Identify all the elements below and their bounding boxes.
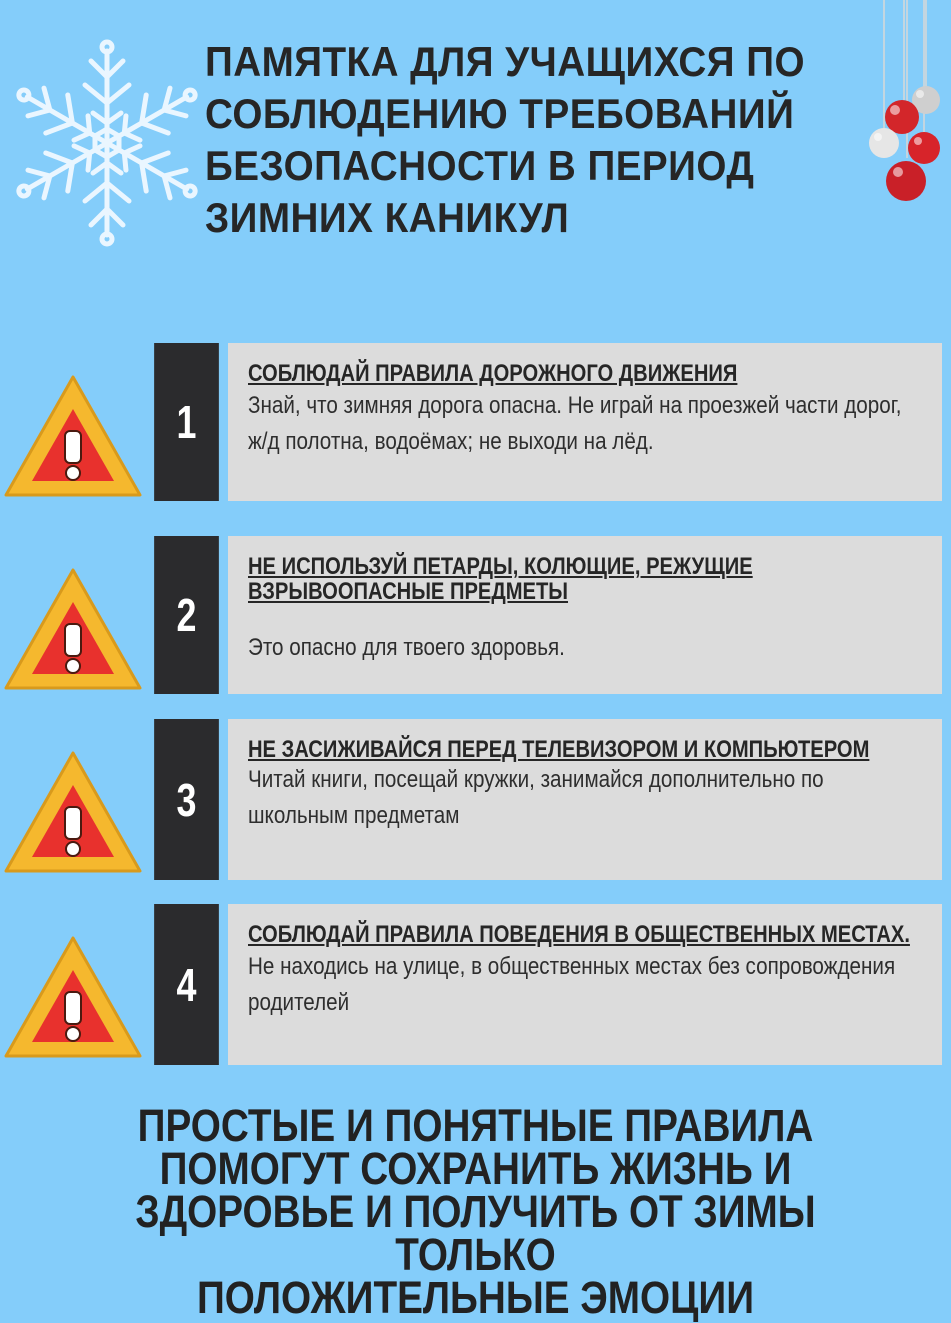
snowflake-icon (2, 38, 212, 248)
rule-item-2 (0, 536, 951, 694)
warning-triangle-icon (2, 566, 144, 692)
warning-triangle-icon (2, 373, 144, 499)
warning-triangle-icon (2, 934, 144, 1060)
rule-card (228, 904, 942, 1065)
warning-triangle-icon (2, 749, 144, 875)
rule-heading: НЕ ИСПОЛЬЗУЙ ПЕТАРДЫ, КОЛЮЩИЕ, РЕЖУЩИЕ ВЗРЫВООПАСНЫЕ ПРЕДМЕТЫ (248, 553, 753, 605)
rule-card (228, 343, 942, 501)
rule-number: 3 (154, 719, 219, 880)
page-title: ПАМЯТКА ДЛЯ УЧАЩИХСЯ ПО СОБЛЮДЕНИЮ ТРЕБОВАНИЙ БЕЗОПАСНОСТИ В ПЕРИОД ЗИМНИХ КАНИКУЛ (205, 38, 805, 241)
rule-text: Не находись на улице, в общественных местах без сопровождения родителей (248, 953, 896, 1016)
rule-item-1 (0, 343, 951, 501)
rule-number: 4 (154, 904, 219, 1065)
closing-message: ПРОСТЫЕ И ПОНЯТНЫЕ ПРАВИЛА ПОМОГУТ СОХРАНИТЬ ЖИЗНЬ И ЗДОРОВЬЕ И ПОЛУЧИТЬ ОТ ЗИМЫ ТОЛЬКО ПОЛОЖИТЕЛЬНЫЕ ЭМОЦИИ (135, 1100, 816, 1323)
rule-heading: СОБЛЮДАЙ ПРАВИЛА ПОВЕДЕНИЯ В ОБЩЕСТВЕННЫХ МЕСТАХ. (248, 921, 910, 948)
rule-item-4 (0, 904, 951, 1065)
christmas-ornaments-icon (862, 0, 951, 215)
rule-heading: НЕ ЗАСИЖИВАЙСЯ ПЕРЕД ТЕЛЕВИЗОРОМ И КОМПЬЮТЕРОМ (248, 736, 870, 763)
rule-number: 2 (154, 536, 219, 694)
rule-text: Читай книги, посещай кружки, занимайся дополнительно по школьным предметам (248, 766, 824, 829)
rule-card (228, 536, 942, 694)
rule-card (228, 719, 942, 880)
rule-item-3 (0, 719, 951, 880)
rule-heading: СОБЛЮДАЙ ПРАВИЛА ДОРОЖНОГО ДВИЖЕНИЯ (248, 360, 738, 387)
rule-text: Это опасно для твоего здоровья. (248, 634, 565, 661)
rule-number: 1 (154, 343, 219, 501)
rule-text: Знай, что зимняя дорога опасна. Не играй на проезжей части дорог, ж/д полотна, водоёмах; не выходи на лёд. (248, 392, 902, 455)
